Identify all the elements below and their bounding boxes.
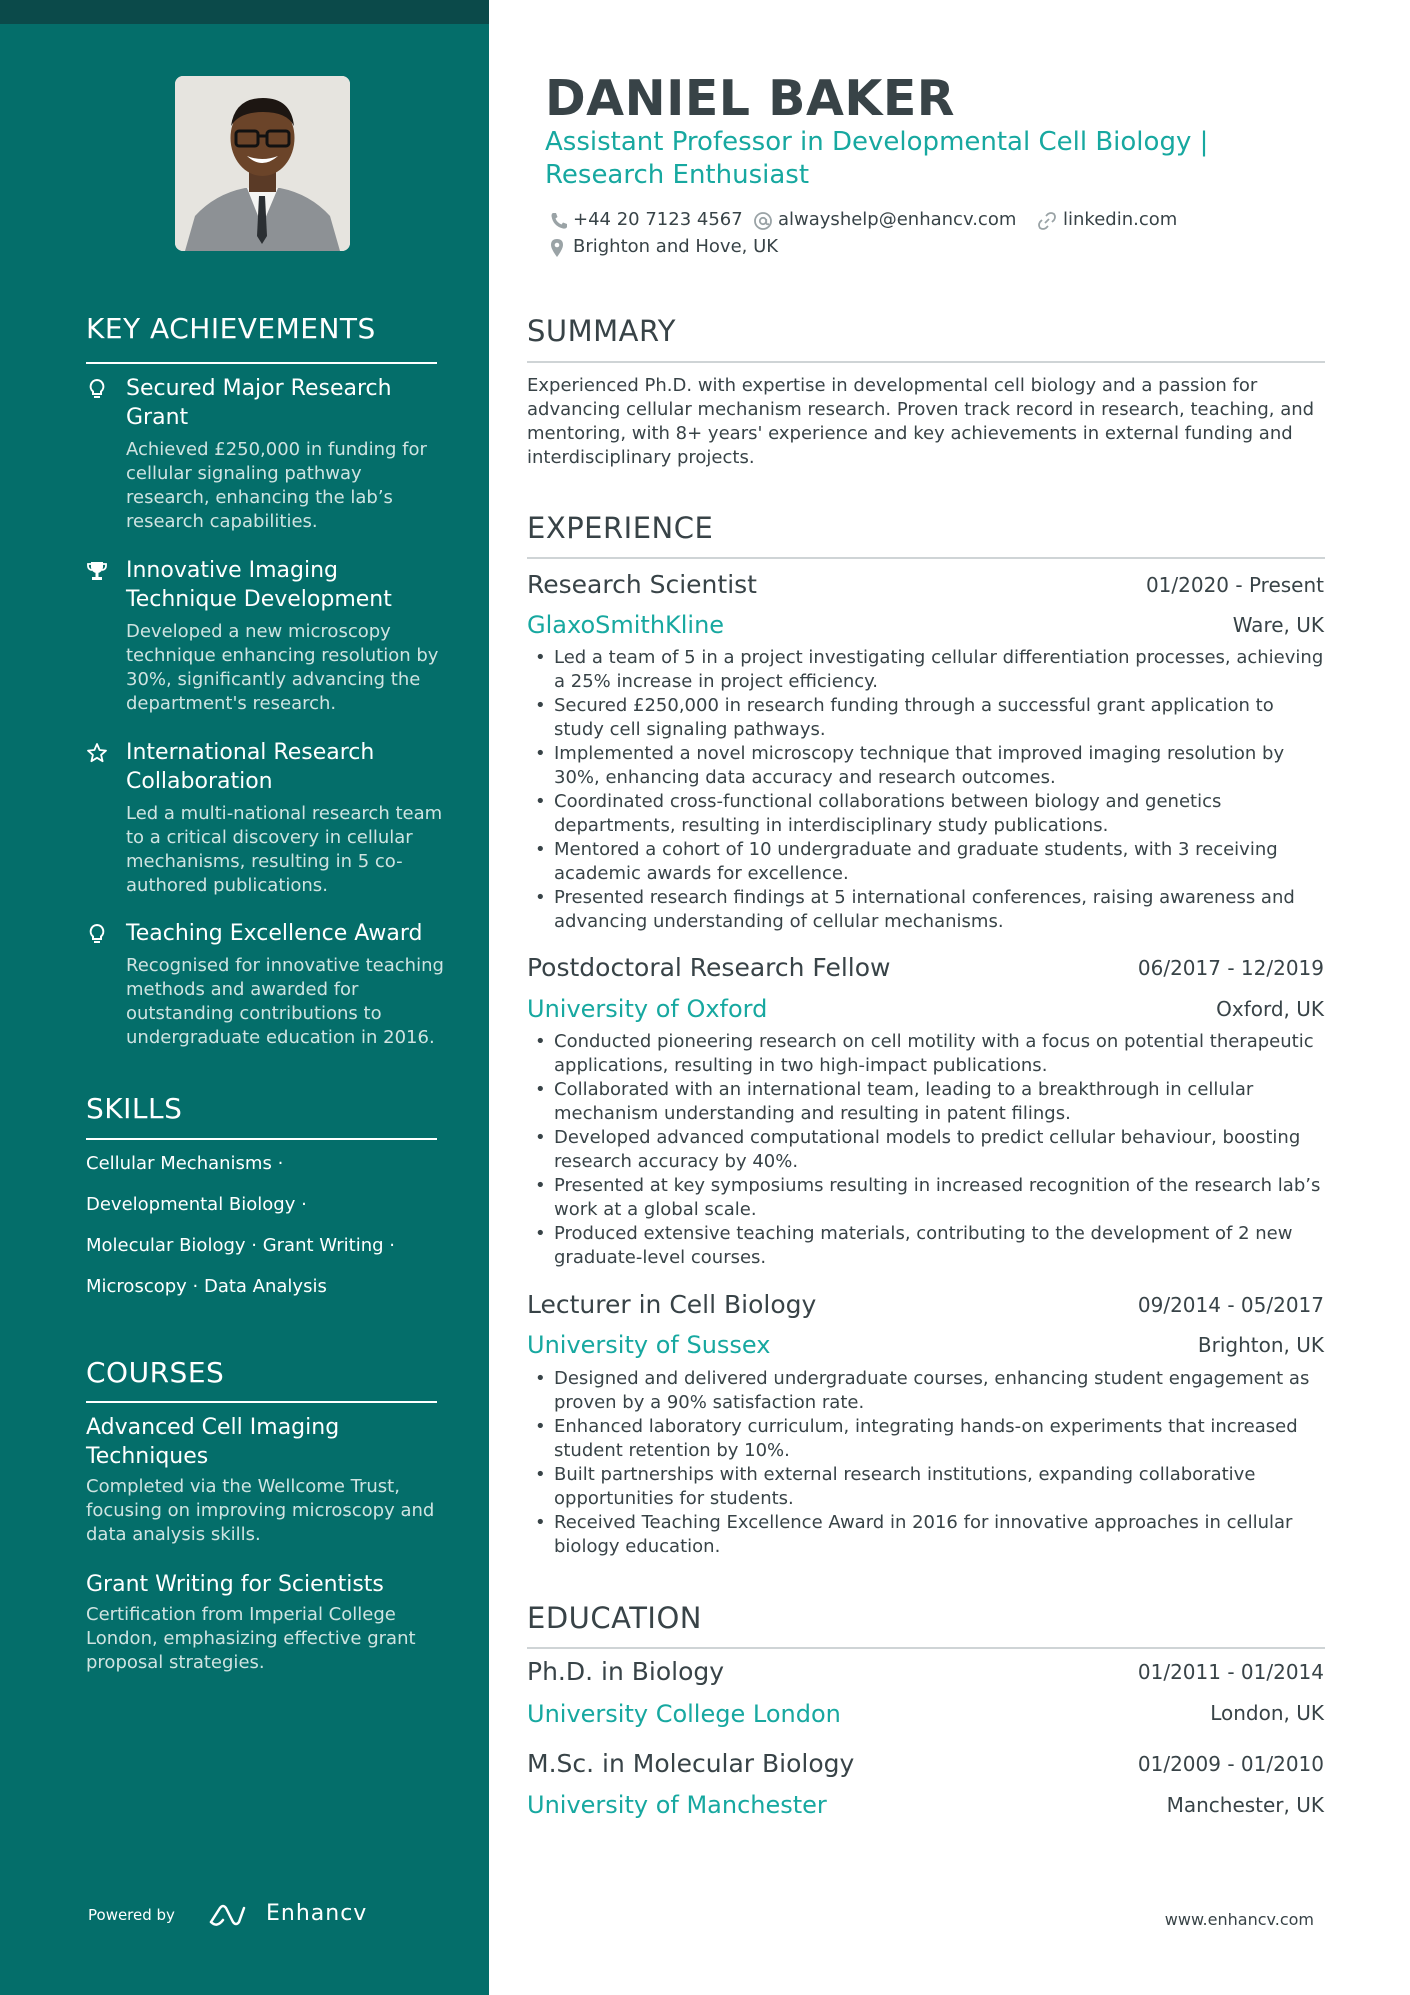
achievement-title: Teaching Excellence Award (126, 921, 423, 946)
job-bullets (527, 1030, 1327, 1270)
course-description: Certification from Imperial College London, emphasizing effective grant proposal strategies. (86, 1604, 416, 1673)
sidebar (0, 0, 489, 1995)
education-location: Manchester, UK (1166, 1793, 1324, 1817)
achievement-item (86, 738, 446, 898)
achievement-item (86, 556, 446, 716)
achievements-divider (86, 362, 437, 364)
education-degree: M.Sc. in Molecular Biology (527, 1749, 855, 1778)
job-dates: 01/2020 - Present (1145, 573, 1324, 597)
achievement-title: Secured Major Research Grant (126, 376, 392, 430)
list-item: • Conducted pioneering research on cell motility with a focus on potential therapeutic applications, resulting in two high-impact publications. (527, 1030, 1327, 1078)
job-bullets (527, 1367, 1327, 1559)
list-item: • Presented research findings at 5 international conferences, raising awareness and advancing understanding of cellular mechanisms. (527, 886, 1327, 934)
education-divider (527, 1647, 1325, 1649)
skills-line: Microscopy · Data Analysis (86, 1276, 327, 1297)
experience-divider (527, 557, 1325, 559)
job-dates: 06/2017 - 12/2019 (1137, 956, 1324, 980)
skills-divider (86, 1138, 437, 1140)
job-company: University of Sussex (527, 1331, 771, 1359)
location-text: Brighton and Hove, UK (573, 236, 779, 257)
list-item: • Built partnerships with external research institutions, expanding collaborative opportunities for students. (527, 1463, 1327, 1511)
achievement-description: Recognised for innovative teaching methods and awarded for outstanding contributions to undergraduate education in 2016. (126, 955, 444, 1048)
list-item: • Presented at key symposiums resulting in increased recognition of the research lab’s work at a global scale. (527, 1174, 1327, 1222)
candidate-headline: Assistant Professor in Developmental Cell Biology | Research Enthusiast (545, 127, 1209, 190)
course-title: Grant Writing for Scientists (86, 1572, 384, 1597)
summary-divider (527, 361, 1325, 363)
achievement-title: International Research Collaboration (126, 740, 375, 794)
job-location: Oxford, UK (1216, 997, 1324, 1021)
list-item: • Collaborated with an international team, leading to a breakthrough in cellular mechanism understanding and resulting in patent filings. (527, 1078, 1327, 1126)
skills-line: Developmental Biology · (86, 1194, 307, 1215)
job-company: GlaxoSmithKline (527, 611, 725, 639)
achievement-description: Developed a new microscopy technique enhancing resolution by 30%, significantly advancing the department's research. (126, 621, 439, 714)
course-item (86, 1570, 446, 1675)
skills-title: SKILLS (86, 1092, 183, 1125)
link-icon (1037, 211, 1057, 231)
at-sign-icon (753, 211, 773, 231)
linkedin-link[interactable]: linkedin.com (1063, 209, 1178, 230)
education-school: University of Manchester (527, 1791, 827, 1819)
job-location: Brighton, UK (1197, 1333, 1324, 1357)
list-item: • Developed advanced computational models to predict cellular behaviour, boosting research accuracy by 40%. (527, 1126, 1327, 1174)
courses-title: COURSES (86, 1356, 225, 1389)
email-link[interactable]: alwayshelp@enhancv.com (778, 209, 1017, 230)
achievements-title: KEY ACHIEVEMENTS (86, 312, 376, 345)
achievement-description: Achieved £250,000 in funding for cellular signaling pathway research, enhancing the lab’s research capabilities. (126, 439, 427, 532)
course-item (86, 1413, 446, 1547)
course-description: Completed via the Wellcome Trust, focusing on improving microscopy and data analysis skills. (86, 1476, 435, 1545)
education-dates: 01/2011 - 01/2014 (1137, 1660, 1324, 1684)
profile-photo (175, 76, 350, 251)
course-title: Advanced Cell Imaging Techniques (86, 1415, 340, 1469)
powered-by-label: Powered by (88, 1906, 175, 1924)
job-dates: 09/2014 - 05/2017 (1137, 1293, 1324, 1317)
footer-website[interactable]: www.enhancv.com (1164, 1910, 1314, 1929)
list-item: • Designed and delivered undergraduate courses, enhancing student engagement as proven by a 90% satisfaction rate. (527, 1367, 1327, 1415)
star-icon (86, 742, 108, 764)
job-bullets (527, 646, 1327, 934)
enhancv-logo-icon (207, 1900, 247, 1930)
education-school: University College London (527, 1700, 841, 1728)
job-location: Ware, UK (1232, 613, 1324, 637)
education-location: London, UK (1210, 1701, 1324, 1725)
achievement-item (86, 374, 446, 534)
courses-divider (86, 1401, 437, 1403)
list-item: • Enhanced laboratory curriculum, integrating hands-on experiments that increased student retention by 10%. (527, 1415, 1327, 1463)
job-title: Research Scientist (527, 570, 757, 599)
list-item: • Led a team of 5 in a project investigating cellular differentiation processes, achieving a 25% increase in project efficiency. (527, 646, 1327, 694)
candidate-name: DANIEL BAKER (545, 70, 956, 127)
education-title: EDUCATION (527, 1601, 703, 1635)
location-pin-icon (547, 238, 567, 258)
brand-name: Enhancv (266, 1901, 368, 1926)
achievement-title: Innovative Imaging Technique Development (126, 558, 392, 612)
list-item: • Received Teaching Excellence Award in 2016 for innovative approaches in cellular biology education. (527, 1511, 1327, 1559)
sidebar-top-bar (0, 0, 489, 24)
trophy-icon (86, 560, 108, 582)
education-dates: 01/2009 - 01/2010 (1137, 1752, 1324, 1776)
summary-title: SUMMARY (527, 314, 677, 348)
phone-number: +44 20 7123 4567 (573, 209, 743, 230)
lightbulb-icon (86, 378, 108, 400)
list-item: • Coordinated cross-functional collaborations between biology and genetics departments, resulting in interdisciplinary study publications. (527, 790, 1327, 838)
summary-text: Experienced Ph.D. with expertise in developmental cell biology and a passion for advancing cellular mechanism research. Proven track record in research, teaching, and mentoring, with 8+ years' experience and key achievements in external funding and interdisciplinary projects. (527, 375, 1315, 468)
job-company: University of Oxford (527, 995, 768, 1023)
achievement-description: Led a multi-national research team to a critical discovery in cellular mechanisms, resulting in 5 co-authored publications. (126, 803, 443, 896)
achievement-item (86, 919, 446, 1050)
education-degree: Ph.D. in Biology (527, 1657, 725, 1686)
list-item: • Mentored a cohort of 10 undergraduate and graduate students, with 3 receiving academic awards for excellence. (527, 838, 1327, 886)
skills-line: Cellular Mechanisms · (86, 1153, 284, 1174)
list-item: • Implemented a novel microscopy technique that improved imaging resolution by 30%, enhancing data accuracy and research outcomes. (527, 742, 1327, 790)
lightbulb-icon (86, 923, 108, 945)
experience-title: EXPERIENCE (527, 511, 714, 545)
phone-icon (549, 211, 569, 231)
job-title: Lecturer in Cell Biology (527, 1290, 817, 1319)
skills-line: Molecular Biology · Grant Writing · (86, 1235, 395, 1256)
job-title: Postdoctoral Research Fellow (527, 953, 891, 982)
list-item: • Secured £250,000 in research funding through a successful grant application to study cell signaling pathways. (527, 694, 1327, 742)
list-item: • Produced extensive teaching materials, contributing to the development of 2 new graduate-level courses. (527, 1222, 1327, 1270)
